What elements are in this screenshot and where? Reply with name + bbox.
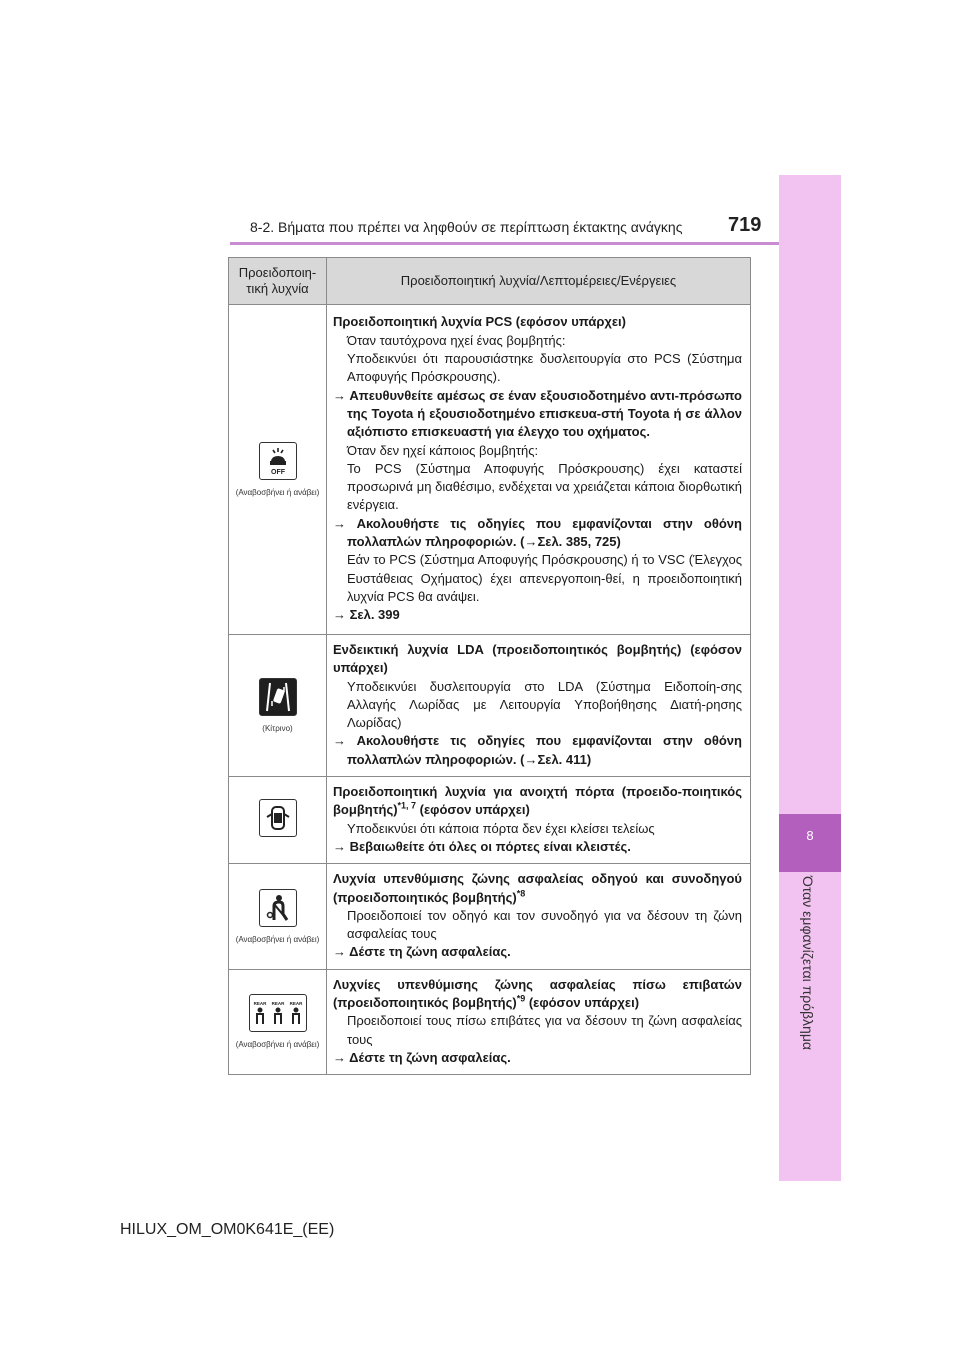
header-col-details: Προειδοποιητική λυχνία/Λεπτομέρειες/Ενέργειες — [327, 258, 751, 305]
svg-text:REAR: REAR — [253, 1001, 266, 1007]
page-number: 719 — [728, 214, 762, 236]
row-title: Λυχνίες υπενθύμισης ζώνης ασφαλείας πίσω επιβατών (προειδοποιητικός βομβητής)$^{*9}$ (εφόσον υπάρχει) — [333, 976, 742, 1011]
details-cell — [327, 635, 751, 777]
lamp-caption: (Κίτρινο) — [262, 724, 293, 734]
chapter-number-box — [779, 814, 841, 872]
lamp-caption: (Αναβοσβήνει ή ανάβει) — [235, 935, 320, 944]
svg-text:OFF: OFF — [270, 469, 285, 476]
lamp-cell — [229, 864, 327, 969]
lamp-cell — [229, 777, 327, 864]
detail-text: Προειδοποιεί τον οδηγό και τον συνοδηγό για να δέσουν τη ζώνη ασφαλείας τους — [347, 907, 742, 942]
action-text: → Σελ. 399 — [333, 607, 400, 623]
lamp-cell — [229, 635, 327, 777]
header-col-lamp: Προειδοποιη-τική λυχνία — [229, 258, 327, 305]
seatbelt-icon — [259, 889, 297, 927]
header-rule — [230, 242, 779, 245]
open-door-icon — [259, 799, 297, 837]
chapter-number: 8 — [806, 828, 814, 843]
lda-icon — [259, 678, 297, 716]
details-cell — [327, 777, 751, 864]
row-title: Λυχνία υπενθύμισης ζώνης ασφαλείας οδηγού και συνοδηγού (προειδοποιητικός βομβητής)$^{*8}$ — [333, 871, 742, 905]
details-cell — [327, 864, 751, 969]
table-header-row — [229, 258, 751, 305]
details-cell — [327, 305, 751, 635]
action-text: → Απευθυνθείτε αμέσως σε έναν εξουσιοδοτημένο αντι-πρόσωπο της Toyota ή εξουσιοδοτημένο επισκευα-στή Toyota ή σε άλλον αξιόπιστο επισκευαστή για έλεγχο του οχήματος. — [333, 387, 742, 440]
row-title: Προειδοποιητική λυχνία PCS (εφόσον υπάρχει) — [333, 314, 626, 330]
chapter-label: Όταν εμφανίζεται πρόβλημα — [800, 876, 816, 1050]
action-text: → Ακολουθήστε τις οδηγίες που εμφανίζονται στην οθόνη πολλαπλών πληροφοριών. (→Σελ. 411) — [333, 733, 742, 767]
section-title: 8-2. Βήματα που πρέπει να ληφθούν σε περίπτωση έκτακτης ανάγκης — [250, 219, 683, 235]
details-cell — [327, 969, 751, 1074]
table-row — [229, 864, 751, 969]
table-row — [229, 777, 751, 864]
chapter-label-box — [800, 876, 820, 1176]
detail-text: Εάν το PCS (Σύστημα Αποφυγής Πρόσκρουσης) ή το VSC (Έλεγχος Ευστάθειας Οχήματος) έχει απενεργοποιη-θεί, η προειδοποιητική λυχνία PCS θα ανάψει. — [347, 552, 742, 604]
table-row — [229, 305, 751, 635]
svg-text:REAR: REAR — [271, 1001, 284, 1007]
action-text: → Δέστε τη ζώνη ασφαλείας. — [333, 944, 511, 960]
lamp-caption: (Αναβοσβήνει ή ανάβει) — [235, 488, 320, 497]
table-row — [229, 969, 751, 1074]
detail-text: Προειδοποιεί τους πίσω επιβάτες για να δέσουν τη ζώνη ασφαλείας τους — [347, 1013, 742, 1047]
detail-text: Υποδεικνύει ότι κάποια πόρτα δεν έχει κλείσει τελείως — [347, 820, 655, 836]
action-text: → Δέστε τη ζώνη ασφαλείας. — [333, 1049, 511, 1065]
rear-seatbelt-icon — [249, 994, 307, 1032]
action-text: → Βεβαιωθείτε ότι όλες οι πόρτες είναι κλειστές. — [333, 838, 631, 854]
detail-text: Υποδεικνύει δυσλειτουργία στο LDA (Σύστημα Ειδοποίη-σης Αλλαγής Λωρίδας με Λειτουργία Υποβοήθησης Διατή-ρησης Λωρίδας) — [347, 678, 742, 731]
detail-text: Το PCS (Σύστημα Αποφυγής Πρόσκρουσης) έχει καταστεί προσωρινά μη διαθέσιμο, ενδέχεται να χρειάζεται κάποια διορθωτική ενέργεια. — [347, 460, 742, 513]
warning-lights-table — [228, 257, 751, 1075]
detail-text: Υποδεικνύει ότι παρουσιάστηκε δυσλειτουργία στο PCS (Σύστημα Αποφυγής Πρόσκρουσης). — [347, 351, 742, 385]
lamp-cell — [229, 969, 327, 1074]
pcs-off-icon — [259, 442, 297, 480]
detail-text: Όταν δεν ηχεί κάποιος βομβητής: — [347, 442, 539, 458]
action-text: → Ακολουθήστε τις οδηγίες που εμφανίζονται στην οθόνη πολλαπλών πληροφοριών. (→Σελ. 385, 725) — [333, 515, 742, 550]
lamp-caption: (Αναβοσβήνει ή ανάβει) — [235, 1040, 320, 1050]
document-code: HILUX_OM_OM0K641E_(EE) — [120, 1221, 335, 1238]
row-title: Προειδοποιητική λυχνία για ανοιχτή πόρτα (προειδο-ποιητικός βομβητής)$^{*1, 7}$ (εφόσον υπάρχει) — [333, 784, 742, 818]
lamp-cell — [229, 305, 327, 635]
row-title: Ενδεικτική λυχνία LDA (προειδοποιητικός βομβητής) (εφόσον υπάρχει) — [333, 642, 742, 676]
table-row — [229, 635, 751, 777]
svg-text:REAR: REAR — [289, 1001, 302, 1007]
detail-text: Όταν ταυτόχρονα ηχεί ένας βομβητής: — [347, 332, 566, 348]
